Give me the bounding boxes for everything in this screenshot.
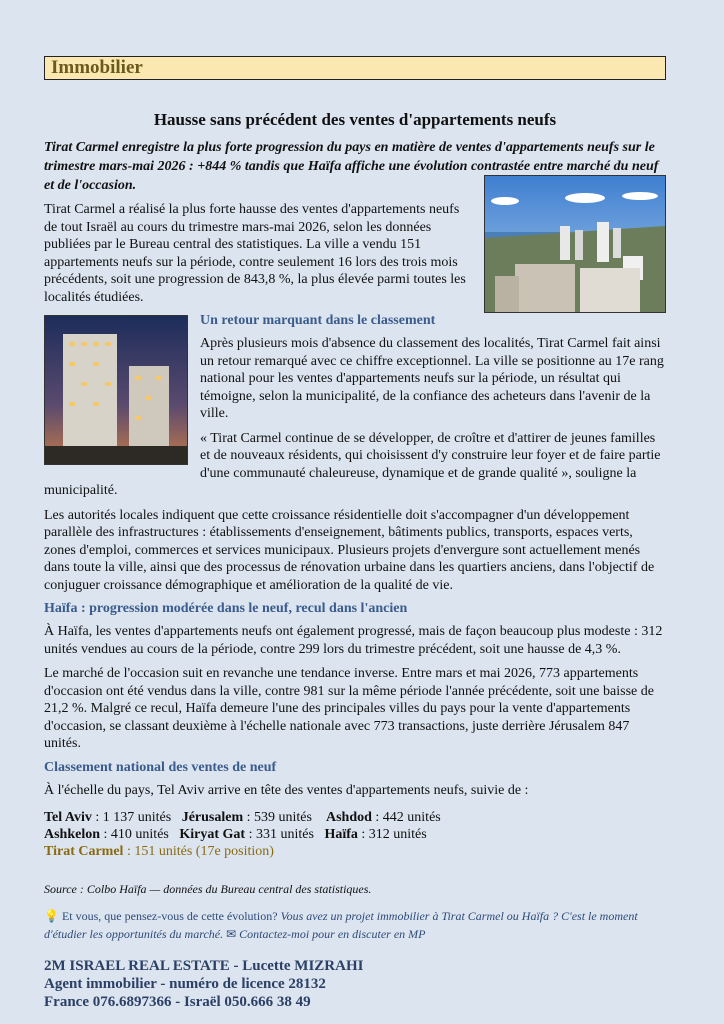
ranking-city: Jérusalem <box>181 810 244 825</box>
cta-contact: Contactez-moi pour en discuter en MP <box>239 927 426 941</box>
paragraph-quote: « Tirat Carmel continue de se développer, de croître et d'attirer de jeunes familles et de nouveaux résidents, qui choisissent d'y construire leur foyer et de faire partie d'une communauté chaleureuse, dynamique et de grande qualité », souligne la municipalité. <box>44 430 661 498</box>
section-banner <box>44 56 666 80</box>
ranking-value-highlight: : 151 unités (17e position) <box>123 844 274 859</box>
paragraph-classement: À l'échelle du pays, Tel Aviv arrive en tête des ventes d'appartements neufs, suivie de : <box>44 782 529 798</box>
ranking-list <box>44 809 666 860</box>
ranking-value: : 410 unités <box>100 827 169 842</box>
paragraph-infrastructures: Les autorités locales indiquent que cette croissance résidentielle doit s'accompagner d'un développement parallèle des infrastructures : établissements d'enseignement, bâtiments publics, transports, espaces verts, zones d'emploi, commerces et services municipaux. Plusieurs projets d'envergure sont actuellement menés dans toute la ville, ainsi que des processus de rénovation urbaine dans les quartiers anciens, dans l'objectif de conjuguer croissance démographique et amélioration de la qualité de vie. <box>44 507 655 593</box>
ranking-value: : 1 137 unités <box>91 810 172 825</box>
lightbulb-icon: 💡 <box>44 909 59 923</box>
headline: Hausse sans précédent des ventes d'appartements neufs <box>153 110 557 129</box>
cta-question: Et vous, que pensez-vous de cette évolution? <box>61 909 278 923</box>
source-note: Source : Colbo Haïfa — données du Bureau central des statistiques. <box>44 882 372 896</box>
lede: Tirat Carmel enregistre la plus forte progression du pays en matière de ventes d'appartements neufs sur le trimestre mars-mai 2026 : +844 % tandis que Haïfa affiche une évolution contrastée entre marché du neuf et de l'occasion. <box>44 140 659 193</box>
ranking-value: : 539 unités <box>243 810 312 825</box>
agent-license: Agent immobilier - numéro de licence 28132 <box>44 976 326 992</box>
cta-invitation: Vous avez un projet immobilier à Tirat Carmel ou Haïfa ? C'est le moment d'étudier les opportunités du marché. <box>44 909 638 941</box>
heading-retour: Un retour marquant dans le classement <box>200 313 436 328</box>
signature <box>44 957 666 1011</box>
paragraph-intro: Tirat Carmel a réalisé la plus forte hausse des ventes d'appartements neufs de tout Israël au cours du trimestre mars-mai 2026, selon les données publiées par le Bureau central des statistiques. La ville a vendu 151 appartements neufs sur la période, contre seulement 16 lors des trois mois précédents, soit une progression de 843,8 %, la plus élevée parmi toutes les localités étudiées. <box>44 202 466 305</box>
agency-name: 2M ISRAEL REAL ESTATE - Lucette MIZRAHI <box>44 958 364 974</box>
envelope-icon: ✉ <box>226 927 237 941</box>
heading-classement: Classement national des ventes de neuf <box>44 759 277 775</box>
paragraph-haifa-neuf: À Haïfa, les ventes d'appartements neufs ont également progressé, mais de façon beaucoup plus modeste : 312 unités vendues au cours de la période, contre 299 lors du trimestre précédent, soit une hausse de 4,3 %. <box>44 624 663 657</box>
paragraph-retour: Après plusieurs mois d'absence du classement des localités, Tirat Carmel fait ainsi un retour remarqué avec ce chiffre exceptionnel. La ville se positionne au 17e rang national pour les ventes d'appartements neufs sur la période, un résultat qui témoigne, selon la municipalité, de la confiance des acheteurs dans l'avenir de la ville. <box>200 336 664 421</box>
ranking-value: : 442 unités <box>371 810 441 825</box>
ranking-city: Ashkelon <box>44 827 101 842</box>
section-title: Immobilier <box>51 57 143 78</box>
phone-numbers: France 076.6897366 - Israël 050.666 38 49 <box>44 994 311 1010</box>
ranking-city: Haïfa <box>324 827 358 842</box>
ranking-city-highlight: Tirat Carmel <box>44 844 124 859</box>
call-to-action <box>44 907 666 943</box>
towers-night-photo <box>44 315 188 465</box>
ranking-value: : 331 unités <box>245 827 314 842</box>
ranking-value: : 312 unités <box>357 827 427 842</box>
ranking-city: Kiryat Gat <box>179 827 246 842</box>
city-panorama-photo <box>484 175 666 313</box>
heading-haifa: Haïfa : progression modérée dans le neuf, recul dans l'ancien <box>44 601 408 616</box>
ranking-city: Ashdod <box>325 810 372 825</box>
paragraph-haifa-occasion: Le marché de l'occasion suit en revanche une tendance inverse. Entre mars et mai 2026, 773 appartements d'occasion ont été vendus dans la ville, contre 981 sur la même période l'année précédente, soit une baisse de 21,2 %. Malgré ce recul, Haïfa demeure l'une des principales villes du pays pour la vente d'appartements d'occasion, se classant deuxième à l'échelle nationale avec 773 transactions, juste derrière Jérusalem 847 unités. <box>44 666 654 751</box>
ranking-city: Tel Aviv <box>44 810 92 825</box>
